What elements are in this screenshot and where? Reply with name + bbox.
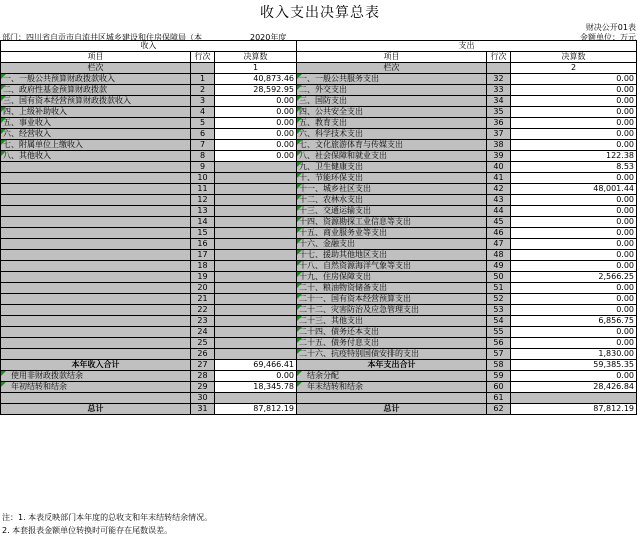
income-item xyxy=(1,195,191,206)
expense-item: 十三、交通运输支出 xyxy=(297,206,487,217)
income-item xyxy=(1,250,191,261)
income-seq: 15 xyxy=(191,228,215,239)
income-seq: 26 xyxy=(191,349,215,360)
income-amount: 0.00 xyxy=(215,151,297,162)
table-row xyxy=(1,228,637,239)
income-item: 一、一般公共预算财政拨款收入 xyxy=(1,74,191,85)
income-amount xyxy=(215,228,297,239)
total-expense-amount: 59,385.35 xyxy=(511,360,637,371)
table-row xyxy=(1,283,637,294)
income-item xyxy=(1,173,191,184)
table-row xyxy=(1,118,637,129)
income-amount xyxy=(215,250,297,261)
table-row xyxy=(1,195,637,206)
expense-amount: 0.00 xyxy=(511,140,637,151)
total-income-label: 本年收入合计 xyxy=(1,360,191,371)
expense-column-number: 2 xyxy=(511,63,637,74)
income-amount xyxy=(215,261,297,272)
income-column-label: 栏次 xyxy=(1,63,191,74)
expense-column-label: 栏次 xyxy=(297,63,487,74)
income-seq: 6 xyxy=(191,129,215,140)
expense-seq: 44 xyxy=(487,206,511,217)
expense-seq: 33 xyxy=(487,85,511,96)
expense-amount: 0.00 xyxy=(511,173,637,184)
total-expense-label: 本年支出合计 xyxy=(297,360,487,371)
table-row xyxy=(1,85,637,96)
table-row xyxy=(1,305,637,316)
income-seq: 19 xyxy=(191,272,215,283)
income-item: 五、事业收入 xyxy=(1,118,191,129)
footnote-2: 2. 本套报表金额单位转换时可能存在尾数误差。 xyxy=(2,526,173,535)
income-seq: 18 xyxy=(191,261,215,272)
income-seq: 23 xyxy=(191,316,215,327)
expense-amount: 0.00 xyxy=(511,107,637,118)
income-seq: 25 xyxy=(191,338,215,349)
table-row xyxy=(1,261,637,272)
income-amount: 0.00 xyxy=(215,371,297,382)
expense-amount: 0.00 xyxy=(511,371,637,382)
expense-seq: 38 xyxy=(487,140,511,151)
expense-seq: 53 xyxy=(487,305,511,316)
income-amount xyxy=(215,393,297,404)
expense-seq: 36 xyxy=(487,118,511,129)
expense-item: 四、公共安全支出 xyxy=(297,107,487,118)
income-item: 二、政府性基金预算财政拨款 xyxy=(1,85,191,96)
expense-amount: 122.38 xyxy=(511,151,637,162)
expense-amount xyxy=(511,393,637,404)
income-amount: 28,592.95 xyxy=(215,85,297,96)
expense-amount: 0.00 xyxy=(511,327,637,338)
income-amount xyxy=(215,184,297,195)
footnote-1: 注：1. 本表反映部门本年度的总收支和年末结转结余情况。 xyxy=(2,513,213,522)
expense-amount: 28,426.84 xyxy=(511,382,637,393)
unit-note: 金额单位：万元 xyxy=(580,33,636,42)
expense-item: 二十三、其他支出 xyxy=(297,316,487,327)
income-item xyxy=(1,316,191,327)
income-item xyxy=(1,184,191,195)
income-amount: 0.00 xyxy=(215,140,297,151)
income-column-number: 1 xyxy=(215,63,297,74)
report-year: 2020年度 xyxy=(250,33,287,42)
income-amount xyxy=(215,217,297,228)
expense-item: 八、社会保障和就业支出 xyxy=(297,151,487,162)
income-amount xyxy=(215,305,297,316)
expense-item: 三、国防支出 xyxy=(297,96,487,107)
income-seq: 12 xyxy=(191,195,215,206)
expense-amount: 6,856.75 xyxy=(511,316,637,327)
income-amount: 40,873.46 xyxy=(215,74,297,85)
expense-item: 二十五、债务付息支出 xyxy=(297,338,487,349)
grand-expense-seq: 62 xyxy=(487,404,511,415)
table-row xyxy=(1,96,637,107)
income-amount: 0.00 xyxy=(215,107,297,118)
expense-seq-blank xyxy=(487,63,511,74)
expense-item: 二十二、灾害防治及应急管理支出 xyxy=(297,305,487,316)
expense-amount: 2,566.25 xyxy=(511,272,637,283)
expense-seq: 61 xyxy=(487,393,511,404)
table-row xyxy=(1,371,637,382)
income-item xyxy=(1,228,191,239)
expense-seq: 50 xyxy=(487,272,511,283)
expense-item: 五、教育支出 xyxy=(297,118,487,129)
expense-seq: 60 xyxy=(487,382,511,393)
form-number: 财决公开01表 xyxy=(585,23,636,32)
income-seq: 29 xyxy=(191,382,215,393)
table-row xyxy=(1,349,637,360)
expense-amount: 0.00 xyxy=(511,338,637,349)
income-seq: 11 xyxy=(191,184,215,195)
expense-item: 二十一、国有资本经营预算支出 xyxy=(297,294,487,305)
expense-item: 二十六、抗疫特别国债安排的支出 xyxy=(297,349,487,360)
table-row xyxy=(1,140,637,151)
income-seq: 8 xyxy=(191,151,215,162)
expense-item: 十四、资源勘探工业信息等支出 xyxy=(297,217,487,228)
expense-amount: 0.00 xyxy=(511,305,637,316)
grand-income-label: 总计 xyxy=(1,404,191,415)
income-amount xyxy=(215,349,297,360)
income-seq-blank xyxy=(191,63,215,74)
expense-amount: 0.00 xyxy=(511,217,637,228)
total-income-seq: 27 xyxy=(191,360,215,371)
income-amount xyxy=(215,162,297,173)
income-seq: 4 xyxy=(191,107,215,118)
expense-amount: 48,001.44 xyxy=(511,184,637,195)
expense-seq: 37 xyxy=(487,129,511,140)
income-seq: 22 xyxy=(191,305,215,316)
income-amount xyxy=(215,206,297,217)
income-amount xyxy=(215,195,297,206)
income-item xyxy=(1,283,191,294)
income-item xyxy=(1,327,191,338)
total-row xyxy=(1,360,637,371)
income-item xyxy=(1,305,191,316)
income-amount: 18,345.78 xyxy=(215,382,297,393)
income-seq-header: 行次 xyxy=(191,52,215,63)
table-row xyxy=(1,173,637,184)
income-amount: 0.00 xyxy=(215,118,297,129)
income-item xyxy=(1,162,191,173)
expense-item xyxy=(297,393,487,404)
expense-seq: 49 xyxy=(487,261,511,272)
expense-seq: 42 xyxy=(487,184,511,195)
report-title: 收入支出决算总表 xyxy=(260,5,380,21)
table-row xyxy=(1,294,637,305)
expense-seq: 47 xyxy=(487,239,511,250)
expense-item: 结余分配 xyxy=(297,371,487,382)
table-row xyxy=(1,382,637,393)
table-row xyxy=(1,239,637,250)
footnotes xyxy=(2,511,212,537)
table-row xyxy=(1,206,637,217)
income-seq: 10 xyxy=(191,173,215,184)
income-item: 八、其他收入 xyxy=(1,151,191,162)
expense-item: 十九、住房保障支出 xyxy=(297,272,487,283)
expense-seq-header: 行次 xyxy=(487,52,511,63)
expense-seq: 48 xyxy=(487,250,511,261)
table-row xyxy=(1,272,637,283)
expense-amount: 0.00 xyxy=(511,96,637,107)
income-seq: 7 xyxy=(191,140,215,151)
expense-seq: 46 xyxy=(487,228,511,239)
income-seq: 28 xyxy=(191,371,215,382)
income-seq: 13 xyxy=(191,206,215,217)
expense-amount: 0.00 xyxy=(511,85,637,96)
income-amount: 0.00 xyxy=(215,129,297,140)
expense-amount: 0.00 xyxy=(511,228,637,239)
expense-seq: 52 xyxy=(487,294,511,305)
income-amount xyxy=(215,294,297,305)
expense-item: 二十、粮油物资储备支出 xyxy=(297,283,487,294)
income-amount xyxy=(215,327,297,338)
expense-amount: 0.00 xyxy=(511,74,637,85)
income-item: 使用非财政拨款结余 xyxy=(1,371,191,382)
expense-amount: 1,830.00 xyxy=(511,349,637,360)
expense-amount: 0.00 xyxy=(511,283,637,294)
table-row xyxy=(1,151,637,162)
expense-seq: 45 xyxy=(487,217,511,228)
income-item xyxy=(1,217,191,228)
income-seq: 9 xyxy=(191,162,215,173)
income-seq: 30 xyxy=(191,393,215,404)
expense-item: 十一、城乡社区支出 xyxy=(297,184,487,195)
income-item: 六、经营收入 xyxy=(1,129,191,140)
grand-total-row xyxy=(1,404,637,415)
expense-amount: 8.53 xyxy=(511,162,637,173)
expense-seq: 51 xyxy=(487,283,511,294)
expense-amount: 0.00 xyxy=(511,239,637,250)
table-row xyxy=(1,129,637,140)
income-item: 三、国有资本经营预算财政拨款收入 xyxy=(1,96,191,107)
expense-item: 一、一般公共服务支出 xyxy=(297,74,487,85)
income-amount-header: 决算数 xyxy=(215,52,297,63)
expense-item: 九、卫生健康支出 xyxy=(297,162,487,173)
expense-amount: 0.00 xyxy=(511,118,637,129)
table-row xyxy=(1,107,637,118)
income-amount: 0.00 xyxy=(215,96,297,107)
expense-item: 二十四、债务还本支出 xyxy=(297,327,487,338)
income-seq: 1 xyxy=(191,74,215,85)
expense-item: 十五、商业服务业等支出 xyxy=(297,228,487,239)
expense-seq: 34 xyxy=(487,96,511,107)
income-seq: 21 xyxy=(191,294,215,305)
grand-income-amount: 87,812.19 xyxy=(215,404,297,415)
expense-seq: 39 xyxy=(487,151,511,162)
grand-income-seq: 31 xyxy=(191,404,215,415)
income-amount xyxy=(215,173,297,184)
expense-item-header: 项目 xyxy=(297,52,487,63)
income-item xyxy=(1,393,191,404)
table-row xyxy=(1,74,637,85)
table-row xyxy=(1,338,637,349)
table-row xyxy=(1,250,637,261)
expense-amount: 0.00 xyxy=(511,129,637,140)
table-row xyxy=(1,316,637,327)
table-row xyxy=(1,184,637,195)
income-header: 收入 xyxy=(1,41,297,52)
expense-amount: 0.00 xyxy=(511,261,637,272)
table-row xyxy=(1,217,637,228)
income-seq: 2 xyxy=(191,85,215,96)
department-label: 部门：四川省自贡市自流井区城乡建设和住房保障局（本 xyxy=(2,33,202,42)
income-item: 年初结转和结余 xyxy=(1,382,191,393)
table-row xyxy=(1,162,637,173)
table-row xyxy=(1,393,637,404)
grand-expense-label: 总计 xyxy=(297,404,487,415)
total-income-amount: 69,466.41 xyxy=(215,360,297,371)
expense-item: 十七、援助其他地区支出 xyxy=(297,250,487,261)
income-item xyxy=(1,294,191,305)
income-item: 四、上级补助收入 xyxy=(1,107,191,118)
income-seq: 14 xyxy=(191,217,215,228)
income-amount xyxy=(215,283,297,294)
expense-amount: 0.00 xyxy=(511,250,637,261)
income-seq: 5 xyxy=(191,118,215,129)
income-amount xyxy=(215,338,297,349)
expense-seq: 54 xyxy=(487,316,511,327)
expense-item: 十六、金融支出 xyxy=(297,239,487,250)
expense-seq: 43 xyxy=(487,195,511,206)
expense-item: 十、节能环保支出 xyxy=(297,173,487,184)
expense-item: 七、文化旅游体育与传媒支出 xyxy=(297,140,487,151)
income-item-header: 项目 xyxy=(1,52,191,63)
expense-item: 十二、农林水支出 xyxy=(297,195,487,206)
income-amount xyxy=(215,316,297,327)
expense-seq: 56 xyxy=(487,338,511,349)
expense-amount-header: 决算数 xyxy=(511,52,637,63)
income-item xyxy=(1,206,191,217)
expense-seq: 32 xyxy=(487,74,511,85)
expense-header: 支出 xyxy=(297,41,637,52)
income-seq: 16 xyxy=(191,239,215,250)
income-amount xyxy=(215,272,297,283)
income-seq: 24 xyxy=(191,327,215,338)
income-seq: 20 xyxy=(191,283,215,294)
expense-seq: 55 xyxy=(487,327,511,338)
income-item xyxy=(1,338,191,349)
income-seq: 17 xyxy=(191,250,215,261)
expense-item: 年末结转和结余 xyxy=(297,382,487,393)
summary-table xyxy=(0,40,637,415)
expense-seq: 35 xyxy=(487,107,511,118)
table-row xyxy=(1,327,637,338)
income-item xyxy=(1,239,191,250)
income-item: 七、附属单位上缴收入 xyxy=(1,140,191,151)
expense-item: 六、科学技术支出 xyxy=(297,129,487,140)
expense-seq: 40 xyxy=(487,162,511,173)
income-item xyxy=(1,272,191,283)
expense-item: 二、外交支出 xyxy=(297,85,487,96)
income-amount xyxy=(215,239,297,250)
expense-item: 十八、自然资源海洋气象等支出 xyxy=(297,261,487,272)
expense-seq: 57 xyxy=(487,349,511,360)
expense-amount: 0.00 xyxy=(511,294,637,305)
income-item xyxy=(1,261,191,272)
total-expense-seq: 58 xyxy=(487,360,511,371)
grand-expense-amount: 87,812.19 xyxy=(511,404,637,415)
income-item xyxy=(1,349,191,360)
expense-seq: 59 xyxy=(487,371,511,382)
expense-seq: 41 xyxy=(487,173,511,184)
income-seq: 3 xyxy=(191,96,215,107)
expense-amount: 0.00 xyxy=(511,195,637,206)
expense-amount: 0.00 xyxy=(511,206,637,217)
